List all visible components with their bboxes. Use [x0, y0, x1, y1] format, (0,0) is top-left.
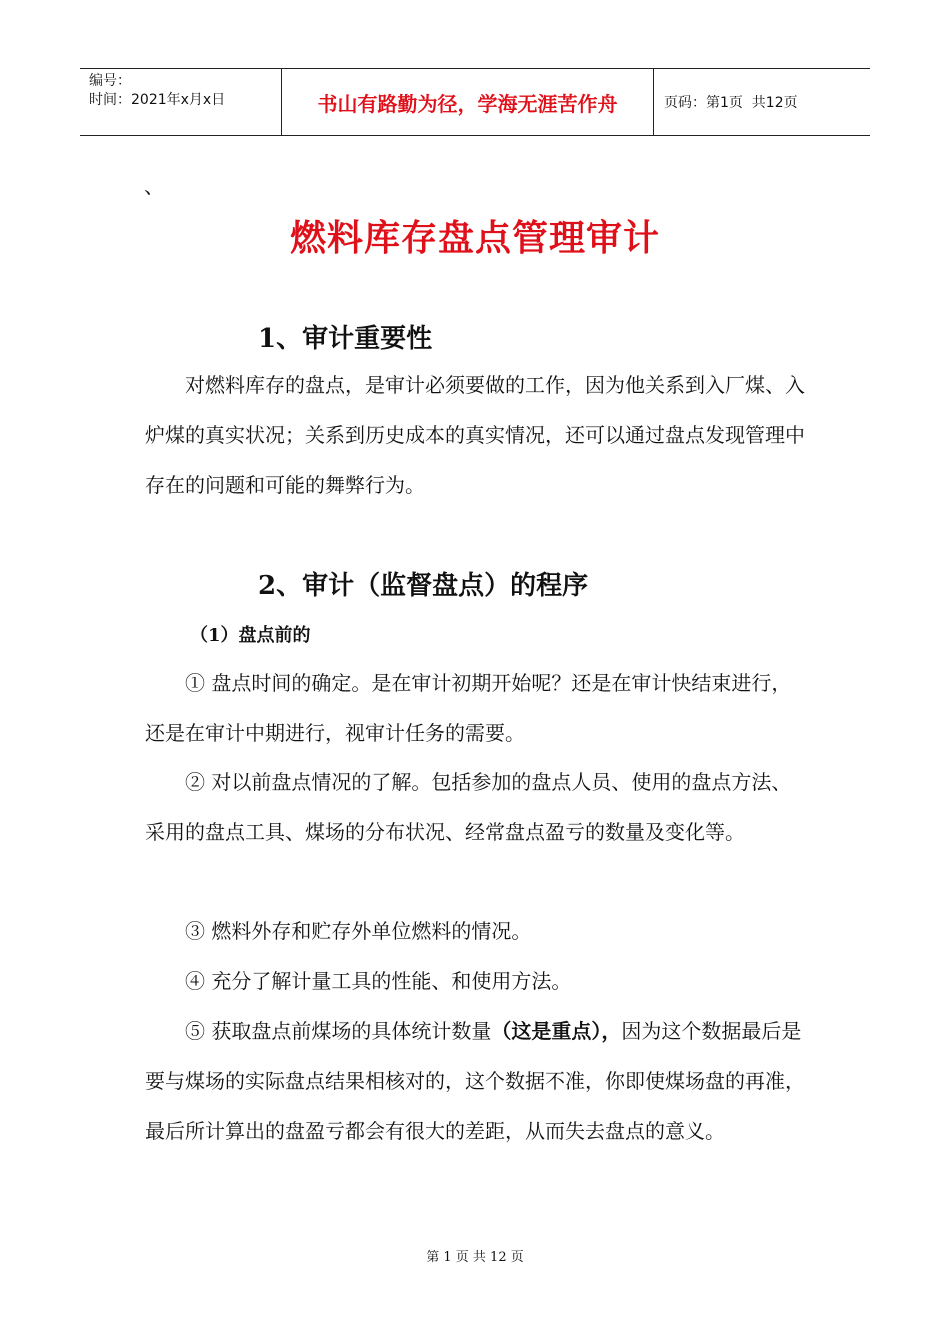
item-4: ④ 充分了解计量工具的性能、和使用方法。 — [185, 969, 572, 993]
subsection-1-heading: （1）盘点前的 — [190, 625, 311, 646]
section-1-paragraph: 对燃料库存的盘点，是审计必须要做的工作，因为他关系到入厂煤、入炉煤的真实状况；关系到历史成本的真实情况，还可以通过盘点发现管理中存在的问题和可能的舞弊行为。 — [145, 373, 805, 497]
tick-mark: 、 — [144, 174, 164, 198]
item-5-lead: ⑤ 获取盘点前煤场的具体统计数量 — [185, 1019, 492, 1043]
header-meta — [80, 69, 281, 135]
page-header — [80, 68, 870, 136]
page-footer — [0, 1246, 950, 1265]
item-5-rest: 因为这个数据最后是要与煤场的实际盘点结果相核对的，这个数据不准，你即使煤场盘的再准，最后所计算出的盘盈亏都会有很大的差距，从而失去盘点的意义。 — [145, 1019, 805, 1143]
section-1-heading: 1、审计重要性 — [258, 324, 433, 354]
header-page-info — [654, 69, 870, 135]
item-5-emphasis: （这是重点）， — [491, 1019, 622, 1043]
number-label: 编号： — [89, 73, 131, 89]
item-2: ② 对以前盘点情况的了解。包括参加的盘点人员、使用的盘点方法、采用的盘点工具、煤场的分布状况、经常盘点盈亏的数量及变化等。 — [145, 770, 792, 844]
document-title: 燃料库存盘点管理审计 — [289, 217, 660, 259]
footer-page-number: 第 1 页 共 12 页 — [426, 1250, 524, 1265]
section-2-heading: 2、审计（监督盘点）的程序 — [258, 571, 589, 601]
time-label: 时间：2021年x月x日 — [89, 92, 226, 108]
item-5 — [145, 1006, 810, 1156]
item-3: ③ 燃料外存和贮存外单位燃料的情况。 — [185, 919, 532, 943]
item-1: ① 盘点时间的确定。是在审计初期开始呢？还是在审计快结束进行，还是在审计中期进行，视审计任务的需要。 — [145, 671, 792, 745]
page-info-text: 页码：第1页 共12页 — [664, 95, 798, 111]
header-motto: 书山有路勤为径，学海无涯苦作舟 — [281, 69, 654, 135]
